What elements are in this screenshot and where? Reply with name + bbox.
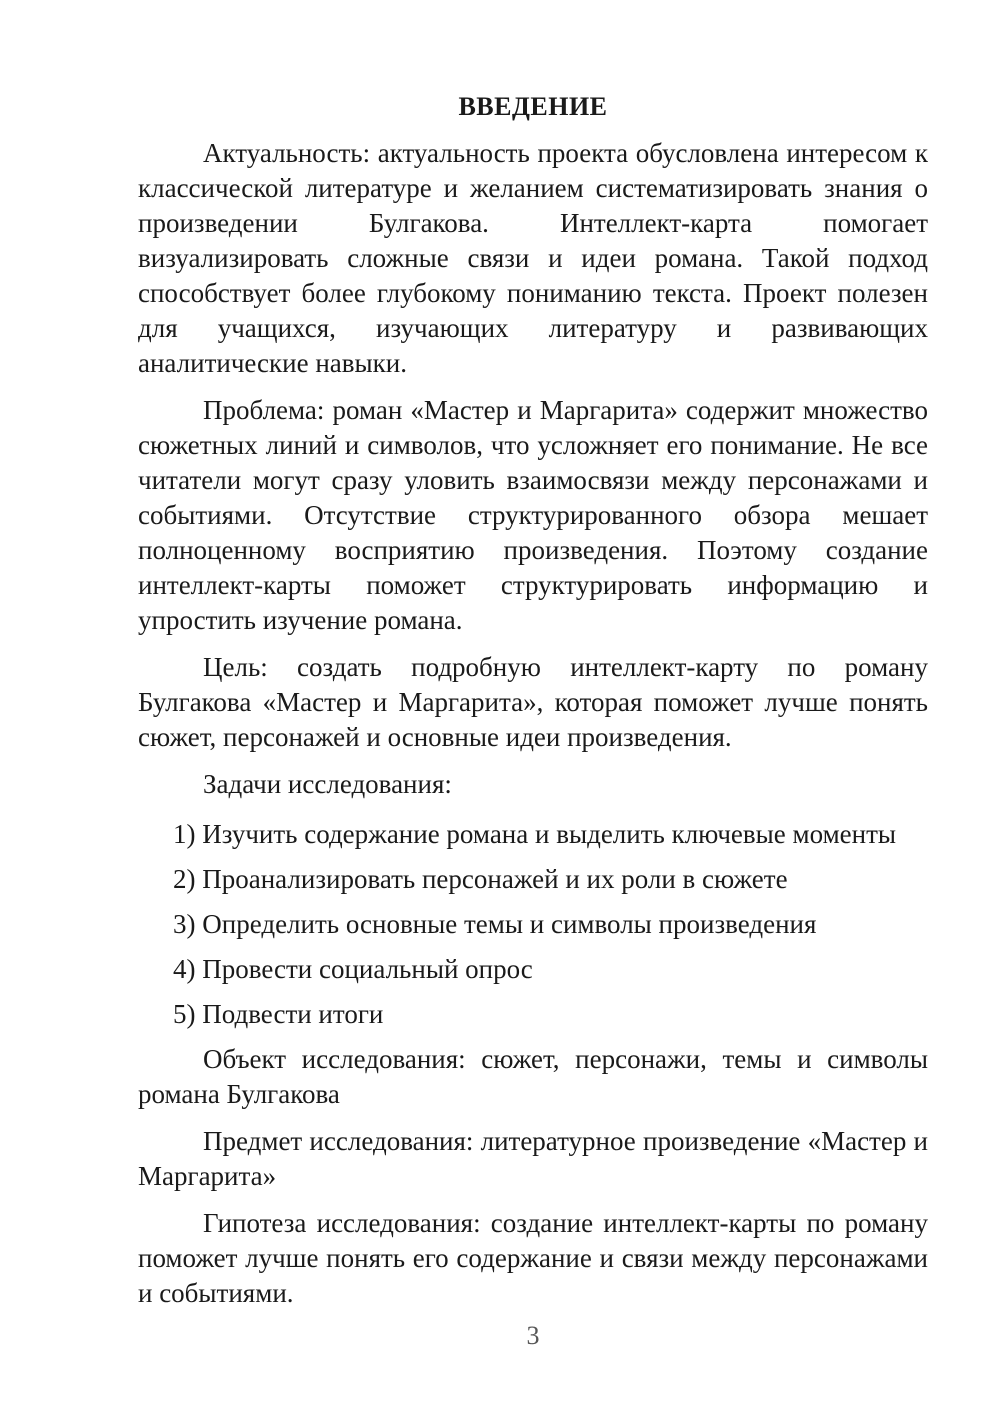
task-marker: 5): [173, 999, 196, 1029]
document-content: [138, 89, 928, 1323]
task-item-5: [173, 997, 928, 1032]
task-marker: 3): [173, 909, 196, 939]
task-text: Провести социальный опрос: [202, 954, 533, 984]
task-text: Проанализировать персонажей и их роли в сюжете: [202, 864, 788, 894]
paragraph-aktualnost: Актуальность: актуальность проекта обусловлена интересом к классической литературе и желанием систематизировать знания о произведении Булгакова. Интеллект-карта помогает визуализировать сложные связи и идеи романа. Такой подход способствует более глубокому пониманию текста. Проект полезен для учащихся, изучающих литературу и развивающих аналитические навыки.: [138, 138, 928, 378]
task-text: Подвести итоги: [202, 999, 384, 1029]
page-number: 3: [526, 1321, 540, 1350]
task-list: [138, 817, 928, 1032]
paragraph-gipoteza: Гипотеза исследования: создание интеллект-карты по роману поможет лучше понять его содержание и связи между персонажами и событиями.: [138, 1208, 928, 1308]
task-text: Изучить содержание романа и выделить ключевые моменты: [202, 819, 897, 849]
task-item-2: [173, 862, 928, 897]
paragraph-predmet: Предмет исследования: литературное произведение «Мастер и Маргарита»: [138, 1126, 928, 1191]
task-marker: 4): [173, 954, 196, 984]
task-item-1: [173, 817, 928, 852]
task-marker: 1): [173, 819, 196, 849]
task-marker: 2): [173, 864, 196, 894]
paragraph-obekt: Объект исследования: сюжет, персонажи, темы и символы романа Булгакова: [138, 1044, 928, 1109]
task-item-3: [173, 907, 928, 942]
paragraph-tsel: Цель: создать подробную интеллект-карту по роману Булгакова «Мастер и Маргарита», которая поможет лучше понять сюжет, персонажей и основные идеи произведения.: [138, 652, 928, 752]
task-item-4: [173, 952, 928, 987]
paragraph-problema: Проблема: роман «Мастер и Маргарита» содержит множество сюжетных линий и символов, что усложняет его понимание. Не все читатели могут сразу уловить взаимосвязи между персонажами и событиями. Отсутствие структурированного обзора мешает полноценному восприятию произведения. Поэтому создание интеллект-карты поможет структурировать информацию и упростить изучение романа.: [138, 395, 928, 635]
page-title: ВВЕДЕНИЕ: [458, 92, 608, 121]
task-text: Определить основные темы и символы произведения: [202, 909, 817, 939]
tasks-heading: Задачи исследования:: [203, 769, 452, 799]
